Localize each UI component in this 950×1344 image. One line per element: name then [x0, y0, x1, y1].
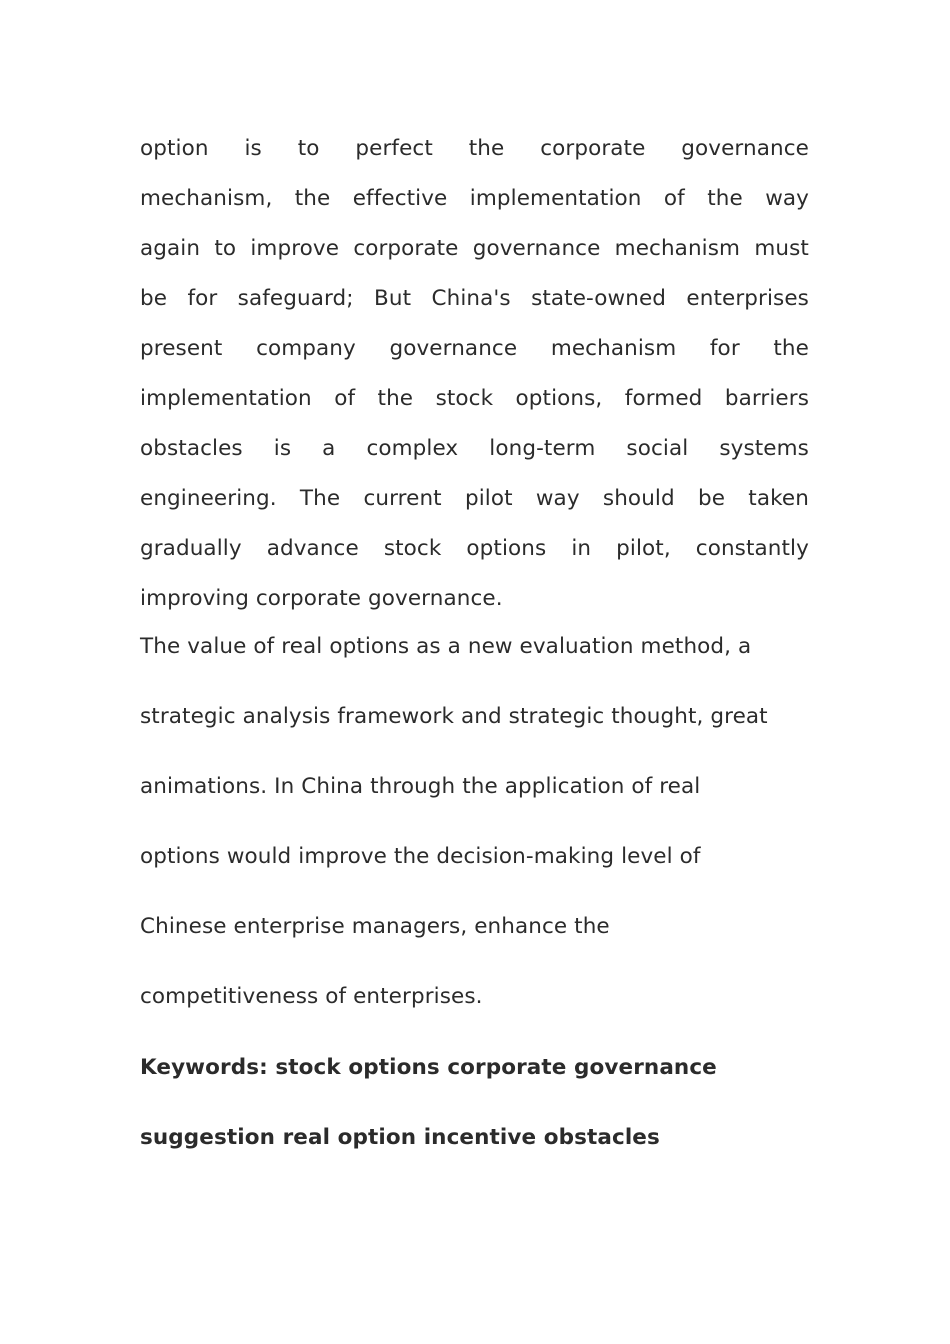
paragraph-1-line [140, 234, 809, 264]
paragraph-2-line: options would improve the decision-making level of [140, 844, 701, 869]
word: corporate [353, 236, 459, 261]
word: present [140, 336, 223, 361]
word: engineering. [140, 486, 277, 511]
word: the [707, 186, 743, 211]
paragraph-2-line: strategic analysis framework and strategic thought, great [140, 704, 768, 729]
paragraph-1-line: improving corporate governance. [140, 586, 503, 611]
paragraph-2-line: The value of real options as a new evaluation method, a [140, 634, 752, 659]
word: again [140, 236, 201, 261]
word: barriers [724, 386, 809, 411]
word: the [377, 386, 414, 411]
word: corporate [540, 136, 646, 161]
word: implementation [469, 186, 642, 211]
word: pilot [464, 486, 513, 511]
word: way [535, 486, 580, 511]
word: social [626, 436, 689, 461]
word: to [214, 236, 237, 261]
word: But [374, 286, 412, 311]
paragraph-1-line [140, 184, 809, 214]
word: governance [389, 336, 518, 361]
keywords-line: Keywords: stock options corporate governance [140, 1055, 717, 1080]
paragraph-2-line: competitiveness of enterprises. [140, 984, 483, 1009]
word: the [468, 136, 505, 161]
paragraph-1-line [140, 484, 809, 514]
word: is [244, 136, 262, 161]
word: be [140, 286, 168, 311]
word: stock [383, 536, 442, 561]
word: must [754, 236, 809, 261]
word: governance [681, 136, 809, 161]
word: of [663, 186, 685, 211]
paragraph-1-line [140, 534, 809, 564]
word: formed [624, 386, 703, 411]
word: constantly [695, 536, 809, 561]
paragraph-1-line [140, 384, 809, 414]
word: perfect [355, 136, 433, 161]
word: complex [366, 436, 459, 461]
keywords-line: suggestion real option incentive obstacles [140, 1125, 660, 1150]
paragraph-1-line [140, 434, 809, 464]
word: safeguard; [237, 286, 354, 311]
paragraph-1-line [140, 284, 809, 314]
word: options [466, 536, 547, 561]
word: for [709, 336, 740, 361]
word: of [334, 386, 356, 411]
paragraph-2-line: Chinese enterprise managers, enhance the [140, 914, 610, 939]
word: option [140, 136, 209, 161]
word: enterprises [686, 286, 809, 311]
word: The [299, 486, 341, 511]
word: advance [266, 536, 359, 561]
word: be [697, 486, 726, 511]
word: systems [719, 436, 809, 461]
word: for [187, 286, 218, 311]
word: governance [472, 236, 601, 261]
word: mechanism [614, 236, 741, 261]
word: company [256, 336, 356, 361]
word: mechanism [550, 336, 677, 361]
word: the [773, 336, 809, 361]
word: improve [250, 236, 340, 261]
word: gradually [140, 536, 242, 561]
word: is [273, 436, 292, 461]
word: China's [431, 286, 511, 311]
paragraph-1-line [140, 134, 809, 164]
word: taken [748, 486, 809, 511]
word: stock [435, 386, 494, 411]
word: the [294, 186, 331, 211]
word: a [322, 436, 336, 461]
word: obstacles [140, 436, 243, 461]
word: state-owned [531, 286, 667, 311]
word: options, [515, 386, 603, 411]
word: to [297, 136, 320, 161]
paragraph-1-line [140, 334, 809, 364]
word: mechanism, [140, 186, 273, 211]
word: should [602, 486, 675, 511]
word: effective [352, 186, 448, 211]
word: long-term [489, 436, 596, 461]
paragraph-2-line: animations. In China through the application of real [140, 774, 701, 799]
word: in [571, 536, 592, 561]
word: current [363, 486, 442, 511]
word: pilot, [616, 536, 671, 561]
word: implementation [140, 386, 312, 411]
word: way [765, 186, 809, 211]
